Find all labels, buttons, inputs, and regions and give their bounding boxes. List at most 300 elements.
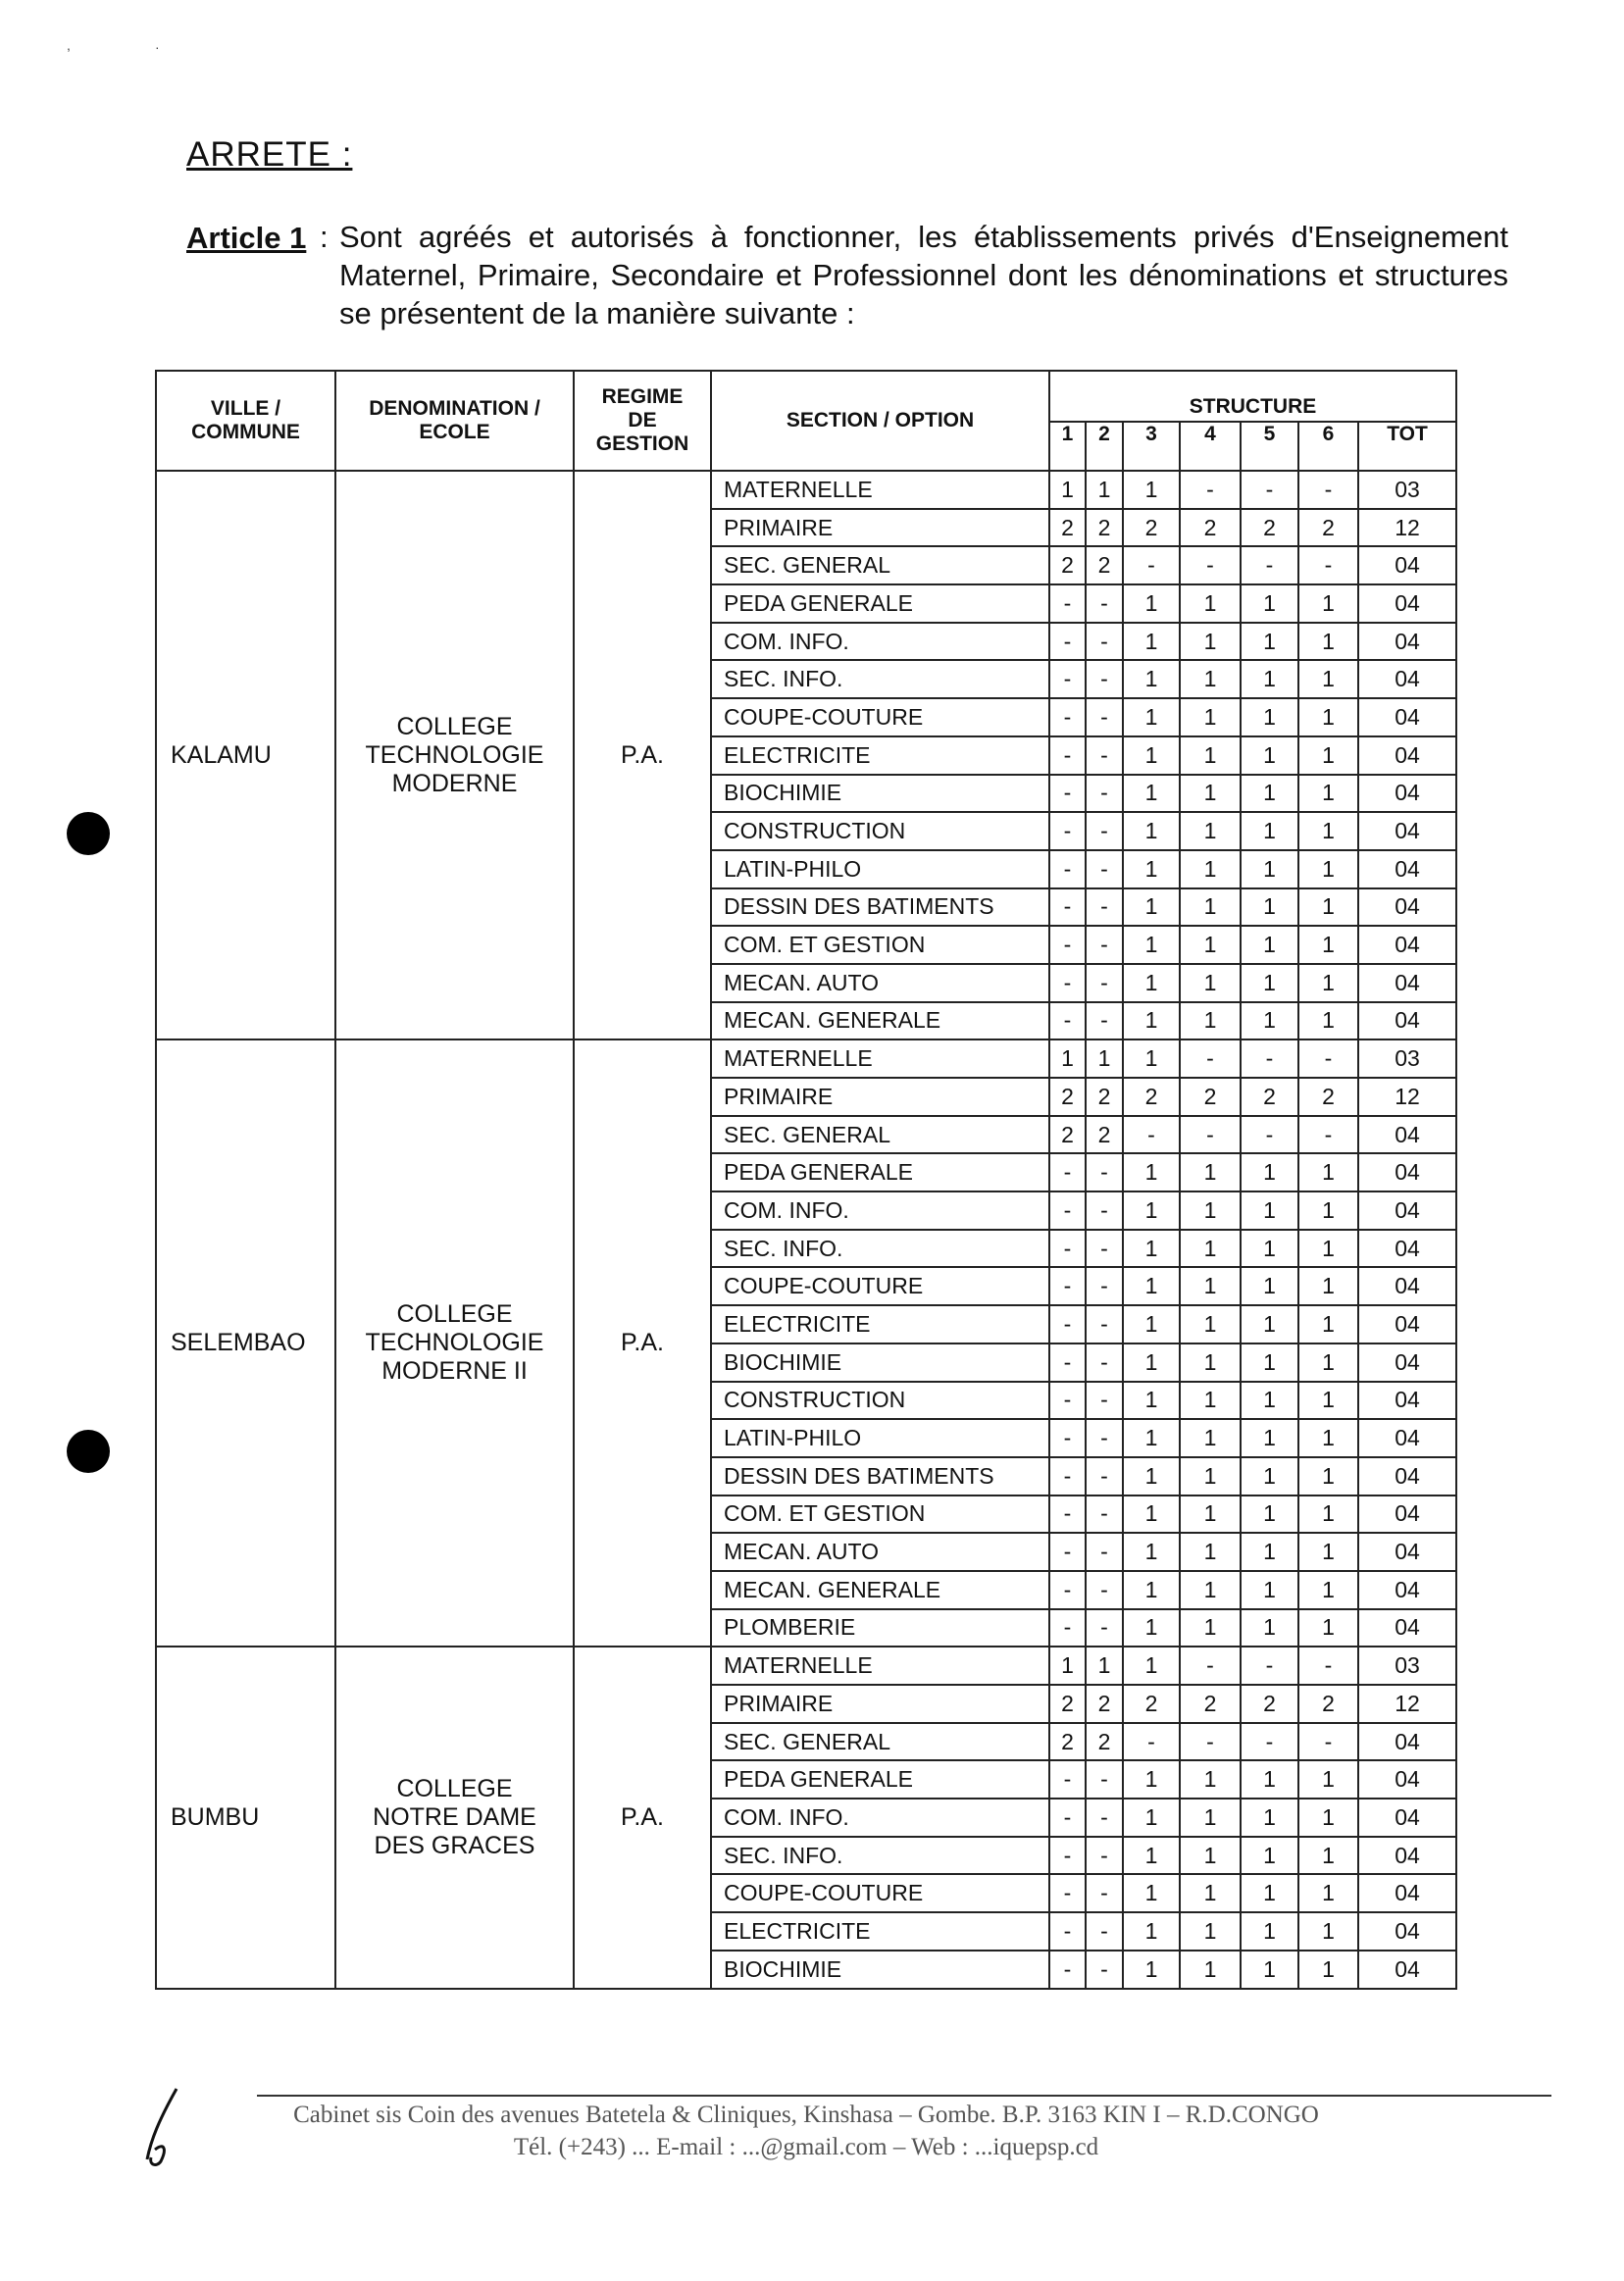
cell-structure-5: 1 — [1241, 584, 1298, 623]
cell-structure-3: 2 — [1123, 509, 1180, 547]
cell-structure-4: 1 — [1180, 888, 1241, 927]
cell-structure-1: - — [1049, 926, 1086, 964]
cell-structure-2: - — [1086, 1533, 1123, 1571]
cell-structure-2: - — [1086, 775, 1123, 813]
cell-option: COUPE-COUTURE — [711, 698, 1049, 736]
cell-structure-5: 1 — [1241, 1153, 1298, 1191]
cell-structure-2: - — [1086, 584, 1123, 623]
cell-structure-1: 2 — [1049, 1723, 1086, 1761]
cell-structure-3: 1 — [1123, 1874, 1180, 1912]
cell-total: 04 — [1358, 926, 1456, 964]
cell-structure-5: - — [1241, 1723, 1298, 1761]
cell-structure-3: 1 — [1123, 775, 1180, 813]
cell-option: PEDA GENERALE — [711, 584, 1049, 623]
cell-option: ELECTRICITE — [711, 736, 1049, 775]
cell-option: CONSTRUCTION — [711, 1382, 1049, 1420]
cell-structure-6: 1 — [1298, 775, 1358, 813]
cell-structure-4: 1 — [1180, 623, 1241, 661]
cell-structure-2: 2 — [1086, 1078, 1123, 1116]
cell-structure-6: 1 — [1298, 1837, 1358, 1875]
cell-structure-2: 1 — [1086, 1039, 1123, 1078]
header-col-5: 5 — [1241, 422, 1298, 471]
cell-structure-1: 2 — [1049, 1116, 1086, 1154]
cell-structure-3: 1 — [1123, 1002, 1180, 1040]
cell-structure-5: 1 — [1241, 698, 1298, 736]
cell-option: CONSTRUCTION — [711, 812, 1049, 850]
cell-structure-3: 1 — [1123, 1153, 1180, 1191]
cell-total: 04 — [1358, 1002, 1456, 1040]
cell-structure-1: - — [1049, 1760, 1086, 1799]
cell-regime: P.A. — [574, 471, 711, 1039]
cell-total: 04 — [1358, 1912, 1456, 1951]
page-heading: ARRETE : — [186, 135, 353, 174]
cell-structure-1: - — [1049, 1343, 1086, 1382]
cell-total: 04 — [1358, 850, 1456, 888]
cell-total: 04 — [1358, 775, 1456, 813]
cell-total: 04 — [1358, 1799, 1456, 1837]
cell-structure-6: 1 — [1298, 1382, 1358, 1420]
cell-structure-4: 1 — [1180, 964, 1241, 1002]
cell-structure-1: - — [1049, 812, 1086, 850]
cell-total: 04 — [1358, 1723, 1456, 1761]
cell-structure-3: 2 — [1123, 1685, 1180, 1723]
cell-total: 04 — [1358, 1457, 1456, 1495]
cell-structure-2: - — [1086, 1305, 1123, 1343]
cell-structure-5: 1 — [1241, 660, 1298, 698]
cell-structure-5: 1 — [1241, 736, 1298, 775]
cell-structure-4: 1 — [1180, 1571, 1241, 1609]
cell-structure-6: 1 — [1298, 1495, 1358, 1534]
cell-structure-5: 1 — [1241, 850, 1298, 888]
cell-structure-5: - — [1241, 471, 1298, 509]
cell-structure-4: 1 — [1180, 926, 1241, 964]
cell-structure-4: 1 — [1180, 1609, 1241, 1647]
cell-structure-3: 1 — [1123, 1647, 1180, 1685]
cell-structure-4: 1 — [1180, 1837, 1241, 1875]
scan-mark: · — [155, 39, 160, 55]
cell-structure-4: 1 — [1180, 1457, 1241, 1495]
cell-structure-2: - — [1086, 812, 1123, 850]
header-denomination: DENOMINATION / ECOLE — [335, 371, 574, 471]
cell-structure-5: 1 — [1241, 1002, 1298, 1040]
cell-structure-6: 1 — [1298, 1419, 1358, 1457]
cell-structure-6: - — [1298, 1039, 1358, 1078]
cell-structure-6: 1 — [1298, 1609, 1358, 1647]
cell-total: 04 — [1358, 1267, 1456, 1305]
cell-ville: BUMBU — [156, 1647, 335, 1988]
cell-structure-4: 1 — [1180, 1230, 1241, 1268]
cell-structure-5: - — [1241, 546, 1298, 584]
header-regime: REGIME DE GESTION — [574, 371, 711, 471]
cell-structure-1: - — [1049, 1230, 1086, 1268]
header-col-2: 2 — [1086, 422, 1123, 471]
cell-structure-4: 1 — [1180, 1874, 1241, 1912]
cell-total: 03 — [1358, 1647, 1456, 1685]
cell-structure-4: 1 — [1180, 1912, 1241, 1951]
cell-total: 04 — [1358, 623, 1456, 661]
cell-structure-1: - — [1049, 698, 1086, 736]
cell-structure-6: - — [1298, 1723, 1358, 1761]
cell-structure-3: 1 — [1123, 471, 1180, 509]
cell-structure-3: 1 — [1123, 1305, 1180, 1343]
cell-structure-4: - — [1180, 546, 1241, 584]
cell-structure-4: - — [1180, 1647, 1241, 1685]
cell-structure-2: - — [1086, 888, 1123, 927]
cell-structure-6: - — [1298, 546, 1358, 584]
cell-structure-6: 1 — [1298, 1874, 1358, 1912]
cell-structure-5: 1 — [1241, 926, 1298, 964]
cell-structure-2: - — [1086, 1495, 1123, 1534]
cell-structure-5: 1 — [1241, 1267, 1298, 1305]
cell-ville: KALAMU — [156, 471, 335, 1039]
cell-structure-3: 1 — [1123, 698, 1180, 736]
cell-structure-1: - — [1049, 1419, 1086, 1457]
cell-structure-2: - — [1086, 1382, 1123, 1420]
cell-structure-4: - — [1180, 1116, 1241, 1154]
cell-option: SEC. GENERAL — [711, 1723, 1049, 1761]
cell-structure-6: 1 — [1298, 1153, 1358, 1191]
cell-structure-1: - — [1049, 1267, 1086, 1305]
cell-structure-2: - — [1086, 698, 1123, 736]
cell-structure-3: 1 — [1123, 1533, 1180, 1571]
signature-mark — [137, 2081, 206, 2174]
cell-structure-4: 1 — [1180, 775, 1241, 813]
cell-structure-3: 1 — [1123, 1951, 1180, 1989]
cell-structure-4: 1 — [1180, 1267, 1241, 1305]
cell-structure-6: 1 — [1298, 1230, 1358, 1268]
cell-structure-6: 1 — [1298, 698, 1358, 736]
cell-structure-5: 1 — [1241, 1457, 1298, 1495]
cell-structure-4: 1 — [1180, 812, 1241, 850]
cell-structure-2: - — [1086, 1799, 1123, 1837]
cell-structure-3: 1 — [1123, 1343, 1180, 1382]
cell-structure-4: - — [1180, 1723, 1241, 1761]
header-col-3: 3 — [1123, 422, 1180, 471]
article-text: Sont agréés et autorisés à fonctionner, les établissements privés d'Enseignement Maternel, Primaire, Secondaire et Professionnel dont les dénominations et structures se présentent de la manière suivante : — [339, 220, 1508, 330]
cell-structure-6: - — [1298, 1116, 1358, 1154]
cell-total: 04 — [1358, 736, 1456, 775]
cell-structure-2: - — [1086, 736, 1123, 775]
cell-structure-3: 1 — [1123, 1039, 1180, 1078]
cell-structure-5: 1 — [1241, 1571, 1298, 1609]
cell-ecole — [335, 1647, 574, 1988]
cell-structure-1: - — [1049, 964, 1086, 1002]
cell-structure-5: 1 — [1241, 1191, 1298, 1230]
cell-structure-6: 1 — [1298, 1533, 1358, 1571]
cell-ecole — [335, 1039, 574, 1647]
cell-structure-4: 1 — [1180, 698, 1241, 736]
cell-option: MECAN. AUTO — [711, 964, 1049, 1002]
cell-option: BIOCHIMIE — [711, 1343, 1049, 1382]
cell-regime: P.A. — [574, 1039, 711, 1647]
cell-structure-2: 2 — [1086, 509, 1123, 547]
cell-structure-6: 1 — [1298, 1571, 1358, 1609]
cell-structure-1: - — [1049, 1799, 1086, 1837]
cell-structure-6: 2 — [1298, 1078, 1358, 1116]
cell-structure-1: 1 — [1049, 1647, 1086, 1685]
cell-structure-4: 1 — [1180, 736, 1241, 775]
cell-total: 04 — [1358, 888, 1456, 927]
footer-divider — [257, 2095, 1551, 2097]
cell-structure-1: - — [1049, 1874, 1086, 1912]
cell-total: 04 — [1358, 1230, 1456, 1268]
cell-structure-4: 1 — [1180, 1760, 1241, 1799]
cell-option: SEC. GENERAL — [711, 1116, 1049, 1154]
cell-structure-6: 1 — [1298, 1267, 1358, 1305]
cell-structure-3: 1 — [1123, 926, 1180, 964]
cell-option: COUPE-COUTURE — [711, 1874, 1049, 1912]
cell-structure-5: 1 — [1241, 1912, 1298, 1951]
cell-option: PRIMAIRE — [711, 509, 1049, 547]
cell-structure-4: - — [1180, 1039, 1241, 1078]
cell-structure-6: 1 — [1298, 812, 1358, 850]
cell-option: MATERNELLE — [711, 1647, 1049, 1685]
cell-structure-3: 1 — [1123, 584, 1180, 623]
punch-hole — [67, 1430, 110, 1473]
cell-structure-1: - — [1049, 736, 1086, 775]
cell-structure-2: 2 — [1086, 546, 1123, 584]
cell-structure-5: 1 — [1241, 888, 1298, 927]
cell-structure-2: 1 — [1086, 471, 1123, 509]
cell-structure-2: 2 — [1086, 1685, 1123, 1723]
cell-structure-5: - — [1241, 1647, 1298, 1685]
cell-structure-5: 1 — [1241, 1609, 1298, 1647]
cell-option: PRIMAIRE — [711, 1685, 1049, 1723]
cell-structure-1: - — [1049, 850, 1086, 888]
cell-structure-1: - — [1049, 1153, 1086, 1191]
cell-structure-3: 1 — [1123, 1382, 1180, 1420]
cell-structure-6: - — [1298, 1647, 1358, 1685]
cell-structure-4: 2 — [1180, 1078, 1241, 1116]
cell-structure-3: - — [1123, 1723, 1180, 1761]
cell-total: 04 — [1358, 1191, 1456, 1230]
cell-structure-5: - — [1241, 1039, 1298, 1078]
cell-structure-3: 1 — [1123, 1837, 1180, 1875]
cell-option: COM. INFO. — [711, 1191, 1049, 1230]
cell-option: MATERNELLE — [711, 1039, 1049, 1078]
cell-structure-1: - — [1049, 1305, 1086, 1343]
cell-structure-6: 1 — [1298, 1191, 1358, 1230]
cell-structure-2: 1 — [1086, 1647, 1123, 1685]
cell-option: DESSIN DES BATIMENTS — [711, 1457, 1049, 1495]
cell-structure-2: - — [1086, 926, 1123, 964]
header-col-6: 6 — [1298, 422, 1358, 471]
cell-structure-6: 2 — [1298, 1685, 1358, 1723]
cell-structure-2: - — [1086, 964, 1123, 1002]
cell-structure-4: 1 — [1180, 1799, 1241, 1837]
cell-option: COM. INFO. — [711, 623, 1049, 661]
cell-structure-5: 1 — [1241, 1382, 1298, 1420]
cell-total: 04 — [1358, 1760, 1456, 1799]
cell-structure-4: 1 — [1180, 584, 1241, 623]
cell-total: 04 — [1358, 546, 1456, 584]
cell-total: 04 — [1358, 1495, 1456, 1534]
cell-structure-1: - — [1049, 775, 1086, 813]
header-section: SECTION / OPTION — [711, 371, 1049, 471]
cell-structure-6: 1 — [1298, 926, 1358, 964]
cell-structure-6: 1 — [1298, 584, 1358, 623]
header-col-1: 1 — [1049, 422, 1086, 471]
scan-mark: , — [67, 37, 71, 53]
cell-structure-4: 1 — [1180, 1343, 1241, 1382]
cell-structure-5: 1 — [1241, 1951, 1298, 1989]
cell-structure-1: - — [1049, 660, 1086, 698]
cell-structure-4: 1 — [1180, 1002, 1241, 1040]
cell-structure-3: 1 — [1123, 623, 1180, 661]
table-row — [156, 1039, 1456, 1078]
cell-option: BIOCHIMIE — [711, 1951, 1049, 1989]
cell-option: DESSIN DES BATIMENTS — [711, 888, 1049, 927]
cell-structure-6: 1 — [1298, 1002, 1358, 1040]
cell-total: 04 — [1358, 1951, 1456, 1989]
cell-option: PEDA GENERALE — [711, 1760, 1049, 1799]
cell-structure-1: - — [1049, 1002, 1086, 1040]
cell-total: 04 — [1358, 1343, 1456, 1382]
cell-structure-3: 1 — [1123, 1609, 1180, 1647]
cell-structure-3: 1 — [1123, 850, 1180, 888]
cell-structure-4: 1 — [1180, 1191, 1241, 1230]
cell-option: SEC. INFO. — [711, 1837, 1049, 1875]
cell-structure-2: - — [1086, 1760, 1123, 1799]
cell-structure-3: 1 — [1123, 812, 1180, 850]
cell-structure-3: 1 — [1123, 1760, 1180, 1799]
cell-structure-5: 1 — [1241, 1230, 1298, 1268]
cell-structure-3: 1 — [1123, 1912, 1180, 1951]
cell-structure-2: - — [1086, 1267, 1123, 1305]
article-colon: : — [320, 220, 329, 254]
table-row — [156, 471, 1456, 509]
cell-structure-2: - — [1086, 1191, 1123, 1230]
cell-structure-6: 1 — [1298, 1951, 1358, 1989]
cell-structure-5: 1 — [1241, 1837, 1298, 1875]
cell-structure-1: 2 — [1049, 509, 1086, 547]
footer — [257, 2099, 1355, 2163]
cell-option: SEC. INFO. — [711, 1230, 1049, 1268]
cell-structure-5: 1 — [1241, 1874, 1298, 1912]
cell-structure-5: 1 — [1241, 1343, 1298, 1382]
cell-structure-5: 2 — [1241, 1685, 1298, 1723]
cell-option: SEC. GENERAL — [711, 546, 1049, 584]
cell-structure-4: 1 — [1180, 1305, 1241, 1343]
cell-option: COUPE-COUTURE — [711, 1267, 1049, 1305]
cell-total: 04 — [1358, 1874, 1456, 1912]
ecole-name: COLLEGE NOTRE DAME DES GRACES — [373, 1774, 536, 1859]
cell-structure-3: 1 — [1123, 1571, 1180, 1609]
cell-total: 04 — [1358, 698, 1456, 736]
cell-structure-6: 1 — [1298, 1305, 1358, 1343]
cell-structure-1: - — [1049, 1571, 1086, 1609]
cell-structure-1: - — [1049, 1495, 1086, 1534]
cell-option: BIOCHIMIE — [711, 775, 1049, 813]
cell-option: LATIN-PHILO — [711, 1419, 1049, 1457]
cell-structure-1: - — [1049, 1837, 1086, 1875]
cell-structure-4: 2 — [1180, 509, 1241, 547]
cell-option: COM. INFO. — [711, 1799, 1049, 1837]
cell-structure-5: 1 — [1241, 1760, 1298, 1799]
cell-option: COM. ET GESTION — [711, 926, 1049, 964]
cell-option: LATIN-PHILO — [711, 850, 1049, 888]
cell-total: 04 — [1358, 584, 1456, 623]
cell-ville: SELEMBAO — [156, 1039, 335, 1647]
cell-total: 04 — [1358, 1305, 1456, 1343]
cell-structure-3: 1 — [1123, 964, 1180, 1002]
cell-structure-6: 1 — [1298, 736, 1358, 775]
cell-structure-5: - — [1241, 1116, 1298, 1154]
cell-structure-4: 1 — [1180, 1951, 1241, 1989]
cell-structure-6: 1 — [1298, 1799, 1358, 1837]
cell-structure-1: - — [1049, 623, 1086, 661]
cell-structure-6: - — [1298, 471, 1358, 509]
cell-total: 04 — [1358, 812, 1456, 850]
cell-structure-5: 1 — [1241, 775, 1298, 813]
cell-structure-4: 1 — [1180, 1533, 1241, 1571]
cell-structure-3: 1 — [1123, 1230, 1180, 1268]
cell-total: 04 — [1358, 1571, 1456, 1609]
cell-total: 04 — [1358, 1116, 1456, 1154]
cell-structure-5: 1 — [1241, 1533, 1298, 1571]
cell-structure-2: - — [1086, 1343, 1123, 1382]
cell-option: ELECTRICITE — [711, 1912, 1049, 1951]
cell-total: 04 — [1358, 1382, 1456, 1420]
cell-structure-1: - — [1049, 1191, 1086, 1230]
cell-structure-1: 1 — [1049, 471, 1086, 509]
cell-structure-3: 1 — [1123, 1419, 1180, 1457]
cell-structure-1: 2 — [1049, 1078, 1086, 1116]
ecole-name: COLLEGE TECHNOLOGIE MODERNE II — [365, 1300, 544, 1386]
cell-total: 12 — [1358, 1685, 1456, 1723]
article-label: Article 1 — [186, 221, 307, 255]
cell-structure-5: 2 — [1241, 509, 1298, 547]
cell-structure-3: 1 — [1123, 1495, 1180, 1534]
cell-structure-3: 2 — [1123, 1078, 1180, 1116]
cell-structure-1: - — [1049, 888, 1086, 927]
cell-option: COM. ET GESTION — [711, 1495, 1049, 1534]
cell-option: MECAN. GENERALE — [711, 1002, 1049, 1040]
cell-structure-5: 1 — [1241, 1419, 1298, 1457]
cell-structure-5: 1 — [1241, 812, 1298, 850]
cell-regime: P.A. — [574, 1647, 711, 1988]
cell-structure-1: - — [1049, 1951, 1086, 1989]
cell-structure-4: - — [1180, 471, 1241, 509]
cell-total: 04 — [1358, 1153, 1456, 1191]
cell-option: ELECTRICITE — [711, 1305, 1049, 1343]
cell-total: 04 — [1358, 1837, 1456, 1875]
punch-hole — [67, 812, 110, 855]
table-body — [156, 471, 1456, 1989]
cell-structure-6: 1 — [1298, 1912, 1358, 1951]
ecole-name: COLLEGE TECHNOLOGIE MODERNE — [365, 712, 544, 797]
cell-structure-2: - — [1086, 1419, 1123, 1457]
cell-structure-5: 2 — [1241, 1078, 1298, 1116]
cell-structure-1: - — [1049, 1609, 1086, 1647]
header-ville: VILLE / COMMUNE — [156, 371, 335, 471]
cell-structure-6: 2 — [1298, 509, 1358, 547]
cell-structure-6: 1 — [1298, 623, 1358, 661]
cell-structure-3: 1 — [1123, 736, 1180, 775]
cell-option: MECAN. AUTO — [711, 1533, 1049, 1571]
cell-total: 12 — [1358, 1078, 1456, 1116]
cell-structure-5: 1 — [1241, 1305, 1298, 1343]
cell-structure-1: 1 — [1049, 1039, 1086, 1078]
cell-structure-4: 1 — [1180, 1495, 1241, 1534]
cell-structure-3: 1 — [1123, 1799, 1180, 1837]
cell-structure-5: 1 — [1241, 1799, 1298, 1837]
cell-option: PLOMBERIE — [711, 1609, 1049, 1647]
cell-structure-2: - — [1086, 1912, 1123, 1951]
header-col-4: 4 — [1180, 422, 1241, 471]
cell-total: 03 — [1358, 1039, 1456, 1078]
cell-structure-2: - — [1086, 1951, 1123, 1989]
